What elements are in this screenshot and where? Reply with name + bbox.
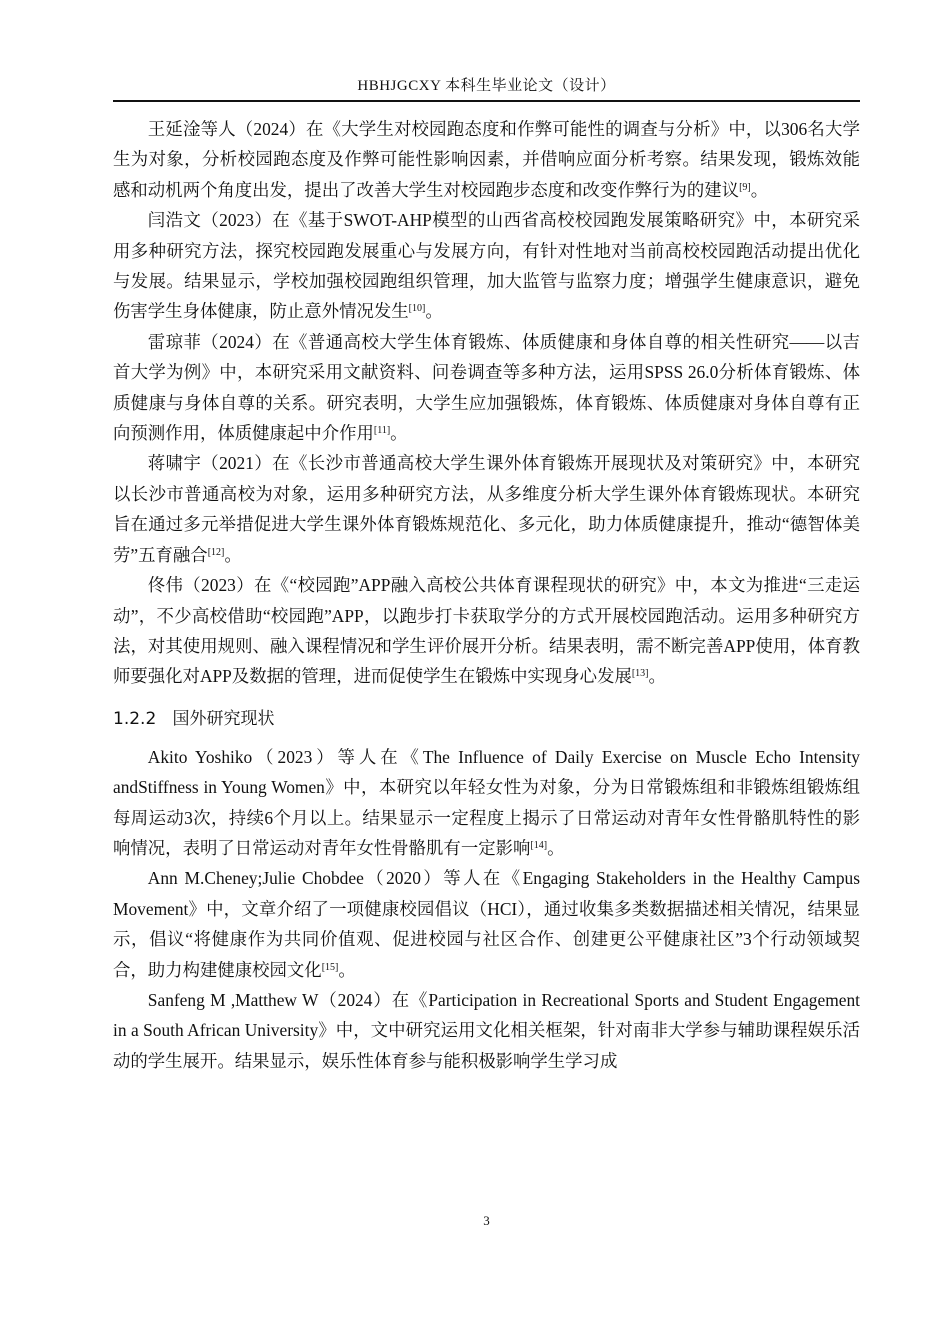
- section-heading: [113, 704, 860, 734]
- paragraph-tail: 。: [547, 837, 565, 858]
- header-divider: [113, 100, 860, 102]
- paragraph-ann-cheney: [113, 863, 860, 985]
- paragraph-text: 雷琼菲（2024）在《普通高校大学生体育锻炼、体质健康和身体自尊的相关性研究——以吉首大学为例》中，本研究采用文献资料、问卷调查等多种方法，运用SPSS 26.0分析体育锻炼、体质健康与身体自尊的关系。研究表明，大学生应加强锻炼，体育锻炼、体质健康对身体自尊有正向预测作用，体质健康起中介作用: [113, 331, 860, 444]
- paragraph-text: 闫浩文（2023）在《基于SWOT-AHP模型的山西省高校校园跑发展策略研究》中，本研究采用多种研究方法，探究校园跑发展重心与发展方向，有针对性地对当前高校校园跑活动提出优化与发展。结果显示，学校加强校园跑组织管理，加大监管与监察力度；增强学生健康意识，避免伤害学生身体健康，防止意外情况发生: [113, 210, 860, 322]
- paragraph-lei-qiongfei: [113, 327, 860, 449]
- citation-ref: [13]: [631, 668, 649, 680]
- citation-ref: [12]: [207, 546, 225, 558]
- running-header: HBHJGCXY 本科生毕业论文（设计）: [357, 78, 616, 94]
- paragraph-tail: 。: [390, 423, 408, 444]
- paragraph-jiang-xiaoyu: [113, 448, 860, 570]
- citation-ref: [15]: [321, 961, 339, 973]
- paragraph-tail: 。: [648, 666, 666, 687]
- paragraph-tong-wei: [113, 570, 860, 692]
- paragraph-yan-haowen: [113, 205, 860, 327]
- paragraph-tail: 。: [338, 959, 356, 980]
- paragraph-akito-yoshiko: [113, 742, 860, 864]
- paragraph-text: Sanfeng M ,Matthew W（2024）在《Participation in Recreational Sports and Student Engagement in a South African University》中，文中研究运用文化相关框架，针对南非大学参与辅助课程娱乐活动的学生展开。结果显示，娱乐性体育参与能积极影响学生学习成: [113, 989, 860, 1071]
- paragraph-text: 蒋啸宇（2021）在《长沙市普通高校大学生课外体育锻炼开展现状及对策研究》中，本研究以长沙市普通高校为对象，运用多种研究方法，从多维度分析大学生课外体育锻炼现状。本研究旨在通过多元举措促进大学生课外体育锻炼规范化、多元化，助力体质健康提升，推动“德智体美劳”五育融合: [113, 453, 860, 565]
- citation-ref: [10]: [408, 303, 426, 315]
- page-number: 3: [483, 1213, 490, 1228]
- paragraph-tail: 。: [425, 301, 443, 322]
- paragraph-text: Akito Yoshiko（2023）等人在《The Influence of Daily Exercise on Muscle Echo Intensity andStiffness in Young Women》中，本研究以年轻女性为对象，分为日常锻炼组和非锻炼组锻炼组每周运动3次，持续6个月以上。结果显示一定程度上揭示了日常运动对青年女性骨骼肌特性的影响情况，表明了日常运动对青年女性骨骼肌有一定影响: [113, 746, 860, 858]
- citation-ref: [14]: [530, 839, 548, 851]
- paragraph-text: 佟伟（2023）在《“校园跑”APP融入高校公共体育课程现状的研究》中，本文为推进“三走运动”，不少高校借助“校园跑”APP，以跑步打卡获取学分的方式开展校园跑活动。运用多种研究方法，对其使用规则、融入课程情况和学生评价展开分析。结果表明，需不断完善APP使用，体育教师要强化对APP及数据的管理，进而促使学生在锻炼中实现身心发展: [113, 575, 860, 687]
- paragraph-text: 王延淦等人（2024）在《大学生对校园跑态度和作弊可能性的调查与分析》中，以306名大学生为对象，分析校园跑态度及作弊可能性影响因素，并借响应面分析考察。结果发现，锻炼效能感和动机两个角度出发，提出了改善大学生对校园跑步态度和改变作弊行为的建议: [113, 119, 860, 200]
- section-title: 国外研究现状: [172, 708, 275, 729]
- body-text: [113, 114, 860, 1076]
- section-number: 1.2.2: [113, 708, 157, 729]
- citation-ref: [9]: [739, 181, 751, 193]
- paragraph-tail: 。: [750, 179, 769, 200]
- citation-ref: [11]: [373, 425, 391, 437]
- paragraph-wang-yanjin: [113, 114, 860, 205]
- paragraph-tail: 。: [224, 544, 242, 565]
- paragraph-text: Ann M.Cheney;Julie Chobdee（2020）等人在《Engaging Stakeholders in the Healthy Campus Movement》中，文章介绍了一项健康校园倡议（HCI），通过收集多类数据描述相关情况，结果显示，倡议“将健康作为共同价值观、促进校园与社区合作、创建更公平健康社区”3个行动领域契合，助力构建健康校园文化: [113, 868, 860, 980]
- paragraph-sanfeng: [113, 985, 860, 1076]
